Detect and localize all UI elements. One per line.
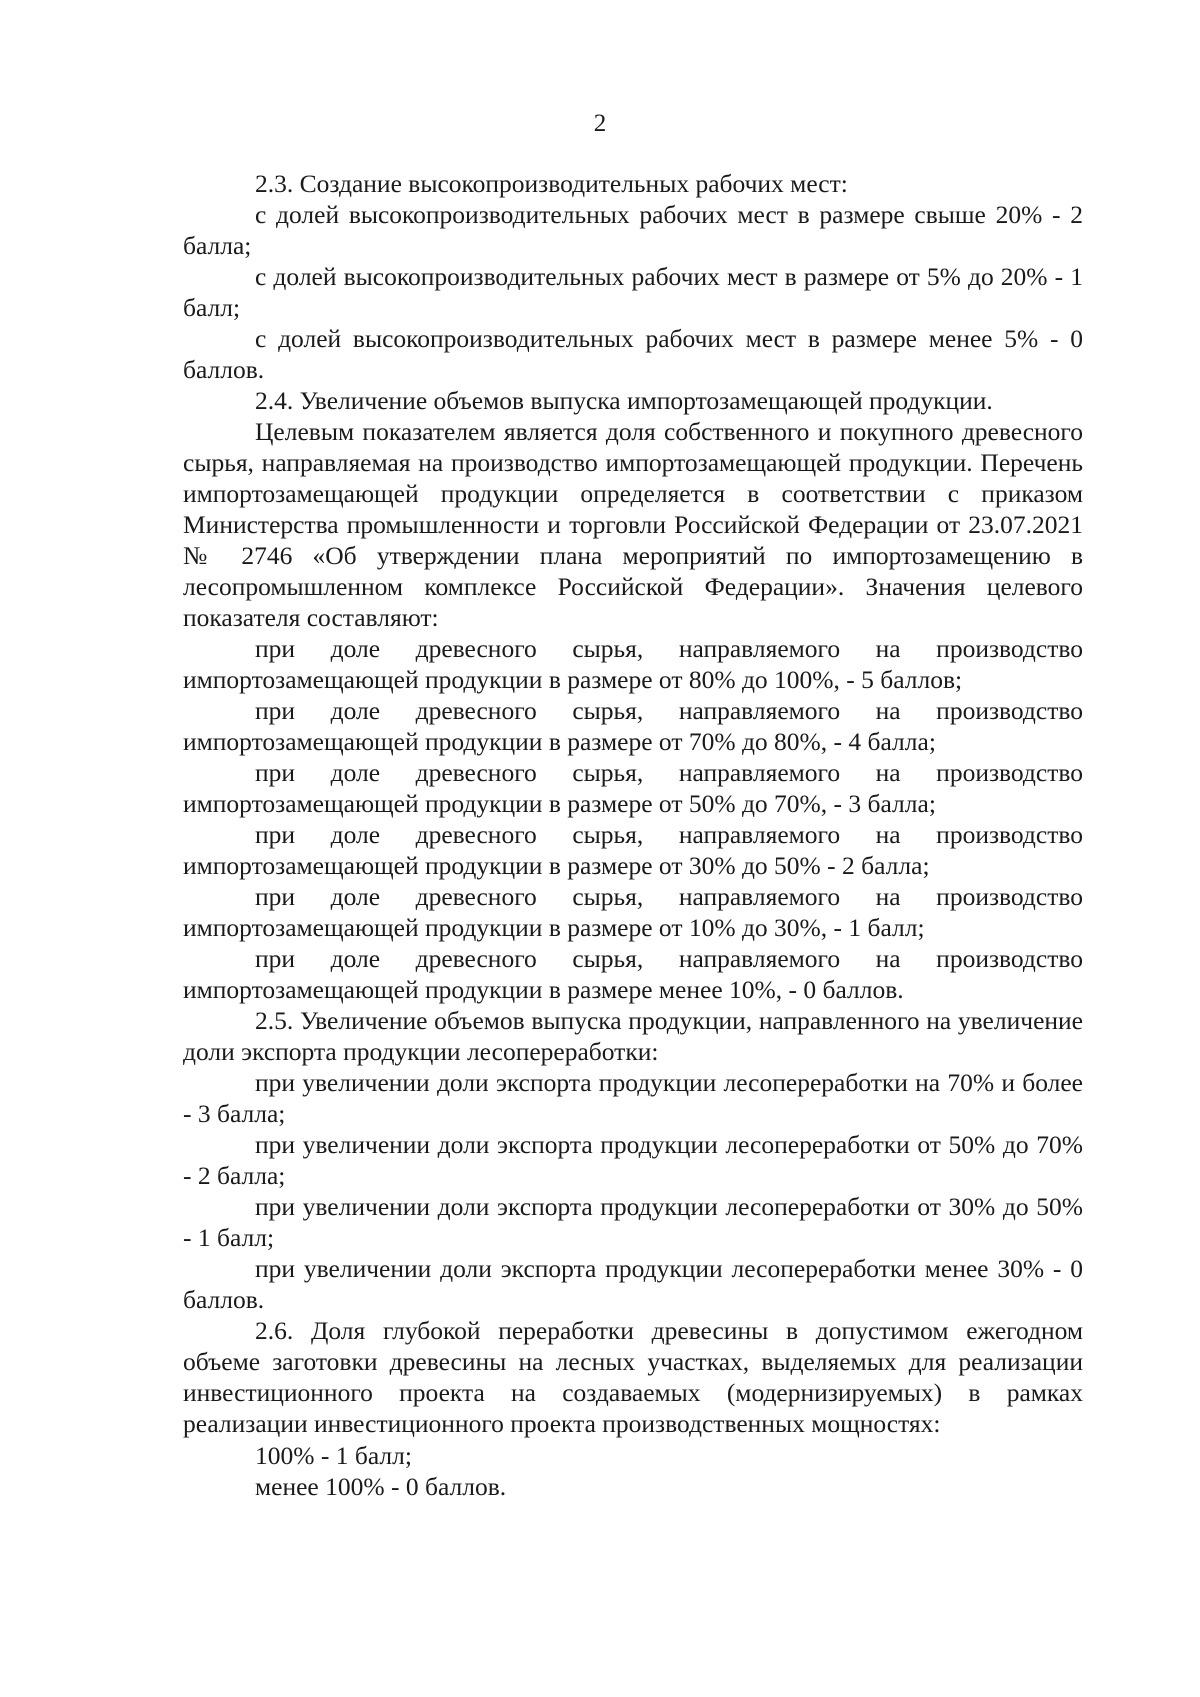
paragraph: при увеличении доли экспорта продукции лесопереработки от 50% до 70% - 2 балла;	[183, 1130, 1083, 1190]
score-line: 100% - 1 балл;	[255, 1441, 412, 1470]
paragraph: при доле древесного сырья, направляемого на производство импортозамещающей продукции в размере менее 10%, - 0 баллов.	[183, 944, 1083, 1004]
paragraph: с долей высокопроизводительных рабочих мест в размере свыше 20% - 2 балла;	[183, 200, 1083, 260]
section-heading-2-5: 2.5. Увеличение объемов выпуска продукции, направленного на увеличение доли экспорта продукции лесопереработки:	[183, 1006, 1083, 1066]
paragraph: с долей высокопроизводительных рабочих мест в размере менее 5% - 0 баллов.	[183, 324, 1083, 384]
section-heading-2-3: 2.3. Создание высокопроизводительных рабочих мест:	[255, 169, 848, 198]
paragraph: при увеличении доли экспорта продукции лесопереработки от 30% до 50% - 1 балл;	[183, 1192, 1083, 1252]
score-line: менее 100% - 0 баллов.	[255, 1472, 507, 1501]
paragraph: Целевым показателем является доля собственного и покупного древесного сырья, направляемая на производство импортозамещающей продукции. Перечень импортозамещающей продукции определяется в соответствии с приказом Министерства промышленности и торговли Российской Федерации от 23.07.2021 № 2746 «Об утверждении плана мероприятий по импортозамещению в лесопромышленном комплексе Российской Федерации». Значения целевого показателя составляют:	[183, 417, 1083, 632]
paragraph: при увеличении доли экспорта продукции лесопереработки на 70% и более - 3 балла;	[183, 1068, 1083, 1128]
score-list	[183, 1440, 1083, 1502]
document-body	[183, 168, 1083, 1502]
paragraph: с долей высокопроизводительных рабочих мест в размере от 5% до 20% - 1 балл;	[183, 262, 1083, 322]
paragraph: при доле древесного сырья, направляемого на производство импортозамещающей продукции в размере от 70% до 80%, - 4 балла;	[183, 696, 1083, 756]
paragraph: при доле древесного сырья, направляемого на производство импортозамещающей продукции в размере от 50% до 70%, - 3 балла;	[183, 758, 1083, 818]
paragraph: при увеличении доли экспорта продукции лесопереработки менее 30% - 0 баллов.	[183, 1254, 1083, 1314]
section-heading-2-6: 2.6. Доля глубокой переработки древесины в допустимом ежегодном объеме заготовки древесины на лесных участках, выделяемых для реализации инвестиционного проекта на создаваемых (модернизируемых) в рамках реализации инвестиционного проекта производственных мощностях:	[183, 1316, 1083, 1438]
paragraph: при доле древесного сырья, направляемого на производство импортозамещающей продукции в размере от 30% до 50% - 2 балла;	[183, 820, 1083, 880]
page-number: 2	[593, 110, 607, 137]
paragraph: при доле древесного сырья, направляемого на производство импортозамещающей продукции в размере от 10% до 30%, - 1 балл;	[183, 882, 1083, 942]
paragraph: при доле древесного сырья, направляемого на производство импортозамещающей продукции в размере от 80% до 100%, - 5 баллов;	[183, 634, 1083, 694]
section-heading-2-4: 2.4. Увеличение объемов выпуска импортозамещающей продукции.	[255, 386, 993, 415]
